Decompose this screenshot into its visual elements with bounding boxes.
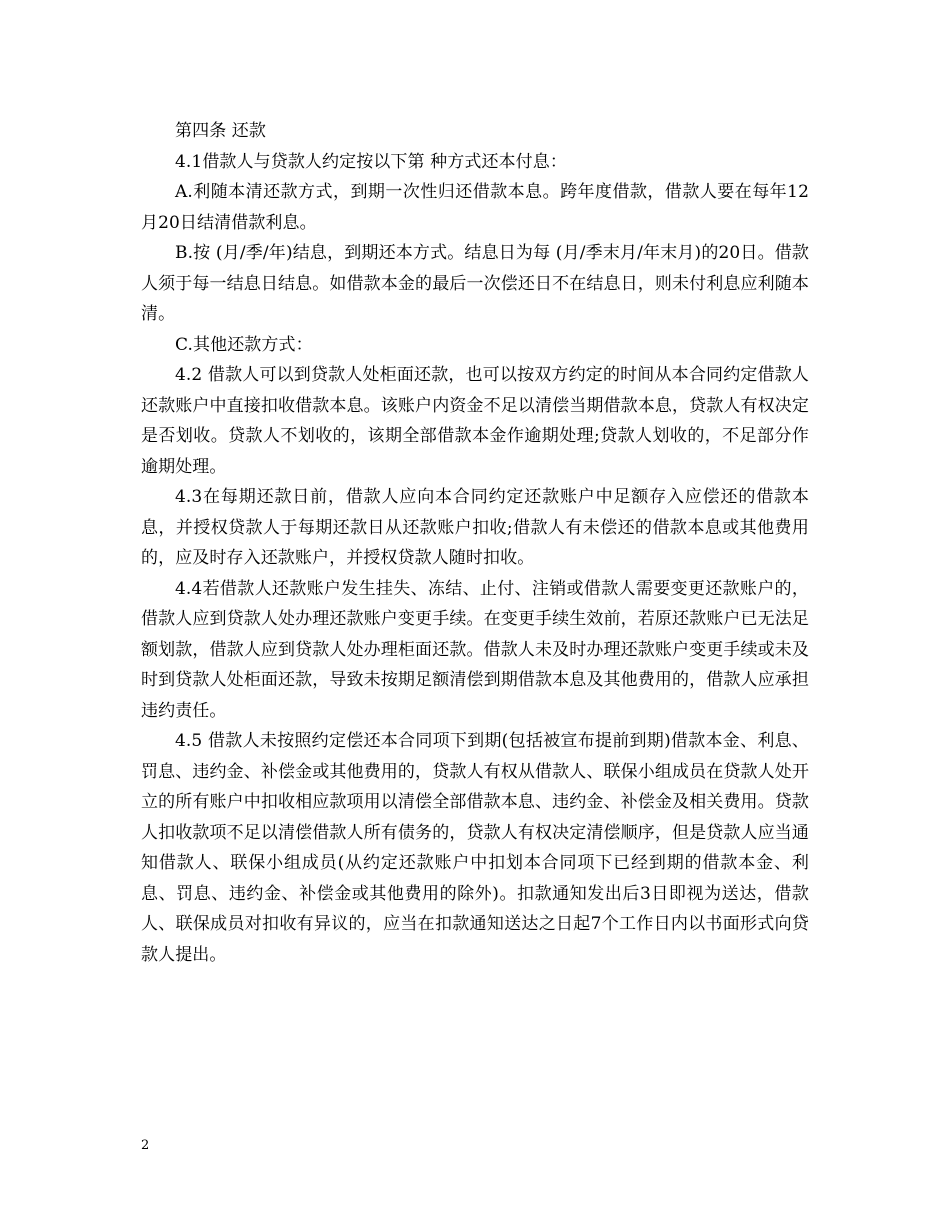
page-number: 2	[141, 1138, 150, 1153]
clause-4-4: 4.4若借款人还款账户发生挂失、冻结、止付、注销或借款人需要变更还款账户的，借款人应到贷款人处办理还款账户变更手续。在变更手续生效前，若原还款账户已无法足额划款，借款人应到贷款人处办理柜面还款。借款人未及时办理还款账户变更手续或未及时到贷款人处柜面还款，导致未按期足额清偿到期借款本息及其他费用的，借款人应承担违约责任。	[141, 578, 809, 721]
clause-4-3: 4.3在每期还款日前，借款人应向本合同约定还款账户中足额存入应偿还的借款本息，并授权贷款人于每期还款日从还款账户扣收;借款人有未偿还的借款本息或其他费用的，应及时存入还款账户，并授权贷款人随时扣收。	[141, 487, 809, 568]
clause-4-1: 4.1借款人与贷款人约定按以下第 种方式还本付息：	[175, 151, 567, 172]
article-heading: 第四条 还款	[175, 121, 267, 141]
clause-4-2: 4.2 借款人可以到贷款人处柜面还款，也可以按双方约定的时间从本合同约定借款人还款账户中直接扣收借款本息。该账户内资金不足以清偿当期借款本息，贷款人有权决定是否划收。贷款人不划收的，该期全部借款本金作逾期处理;贷款人划收的，不足部分作逾期处理。	[141, 365, 809, 477]
document-body	[141, 116, 809, 970]
clause-4-5: 4.5 借款人未按照约定偿还本合同项下到期(包括被宣布提前到期)借款本金、利息、罚息、违约金、补偿金或其他费用的，贷款人有权从借款人、联保小组成员在贷款人处开立的所有账户中扣收相应款项用以清偿全部借款本息、违约金、补偿金及相关费用。贷款人扣收款项不足以清偿借款人所有债务的，贷款人有权决定清偿顺序，但是贷款人应当通知借款人、联保小组成员(从约定还款账户中扣划本合同项下已经到期的借款本金、利息、罚息、违约金、补偿金或其他费用的除外)。扣款通知发出后3日即视为送达，借款人、联保成员对扣收有异议的，应当在扣款通知送达之日起7个工作日内以书面形式向贷款人提出。	[141, 731, 809, 965]
option-b: B.按 (月/季/年)结息，到期还本方式。结息日为每 (月/季末月/年末月)的20日。借款人须于每一结息日结息。如借款本金的最后一次偿还日不在结息日，则未付利息应利随本清。	[141, 243, 809, 324]
option-c: C.其他还款方式：	[175, 334, 313, 355]
option-a: A.利随本清还款方式，到期一次性归还借款本息。跨年度借款，借款人要在每年12月20日结清借款利息。	[141, 182, 809, 233]
